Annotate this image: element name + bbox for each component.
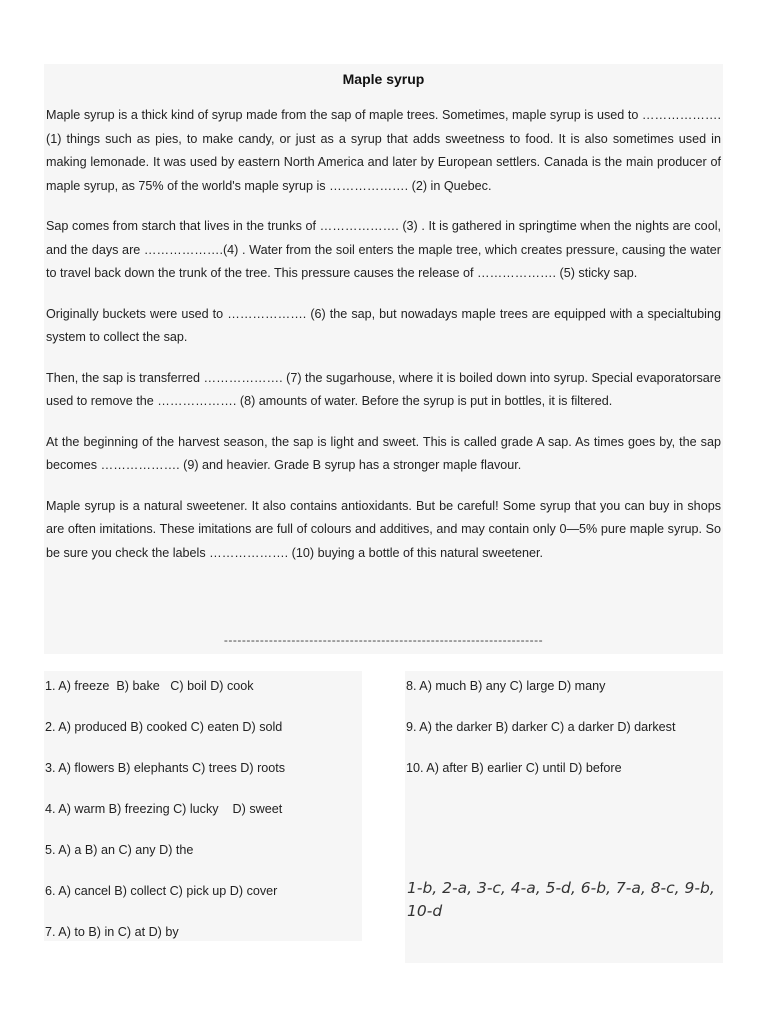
question-4: 4. A) warm B) freezing C) lucky D) sweet	[45, 802, 283, 816]
answer-key: 1-b, 2-a, 3-c, 4-a, 5-d, 6-b, 7-a, 8-c, 9-b, 10-d	[407, 879, 715, 920]
passage-box	[44, 64, 723, 654]
paragraph-4: Then, the sap is transferred ………………. (7) the sugarhouse, where it is boiled down into syrup. Special evaporatorsare used to remove the ………………. (8) amounts of water. Before the syrup is put in bottles, it is filtered.	[46, 370, 721, 408]
separator-line: -----------------------------------------------------------------------	[223, 633, 544, 647]
question-6: 6. A) cancel B) collect C) pick up D) cover	[45, 884, 278, 898]
passage-title: Maple syrup	[342, 71, 425, 87]
questions-left-column	[44, 671, 362, 941]
paragraph-5: At the beginning of the harvest season, the sap is light and sweet. This is called grade A sap. As times goes by, the sap becomes ………………. (9) and heavier. Grade B syrup has a stronger maple flavour.	[46, 434, 721, 472]
paragraph-2: Sap comes from starch that lives in the trunks of ………………. (3) . It is gathered in springtime when the nights are cool, and the days are ……………….(4) . Water from the soil enters the maple tree, which creates pressure, causing the water to travel back down the trunk of the tree. This pressure causes the release of ………………. (5) sticky sap.	[46, 219, 721, 280]
questions-right-column	[405, 671, 723, 963]
question-2: 2. A) produced B) cooked C) eaten D) sold	[45, 720, 283, 734]
question-10: 10. A) after B) earlier C) until D) before	[406, 761, 622, 775]
question-3: 3. A) flowers B) elephants C) trees D) roots	[45, 761, 286, 775]
paragraph-3: Originally buckets were used to ………………. (6) the sap, but nowadays maple trees are equipped with a specialtubing system to collect the sap.	[46, 306, 721, 344]
question-8: 8. A) much B) any C) large D) many	[406, 679, 606, 693]
question-5: 5. A) a B) an C) any D) the	[45, 843, 194, 857]
question-7: 7. A) to B) in C) at D) by	[45, 925, 179, 939]
question-9: 9. A) the darker B) darker C) a darker D) darkest	[406, 720, 676, 734]
question-1: 1. A) freeze B) bake C) boil D) cook	[45, 679, 254, 693]
paragraph-6: Maple syrup is a natural sweetener. It also contains antioxidants. But be careful! Some syrup that you can buy in shops are often imitations. These imitations are full of colours and additives, and may contain only 0—5% pure maple syrup. So be sure you check the labels ………………. (10) buying a bottle of this natural sweetener.	[46, 498, 721, 560]
paragraph-1: Maple syrup is a thick kind of syrup made from the sap of maple trees. Sometimes, maple syrup is used to ………………. (1) things such as pies, to make candy, or just as a syrup that adds sweetness to food. It is also sometimes used in making lemonade. It was used by eastern North America and later by European settlers. Canada is the main producer of maple syrup, as 75% of the world's maple syrup is ………………. (2) in Quebec.	[46, 108, 721, 193]
